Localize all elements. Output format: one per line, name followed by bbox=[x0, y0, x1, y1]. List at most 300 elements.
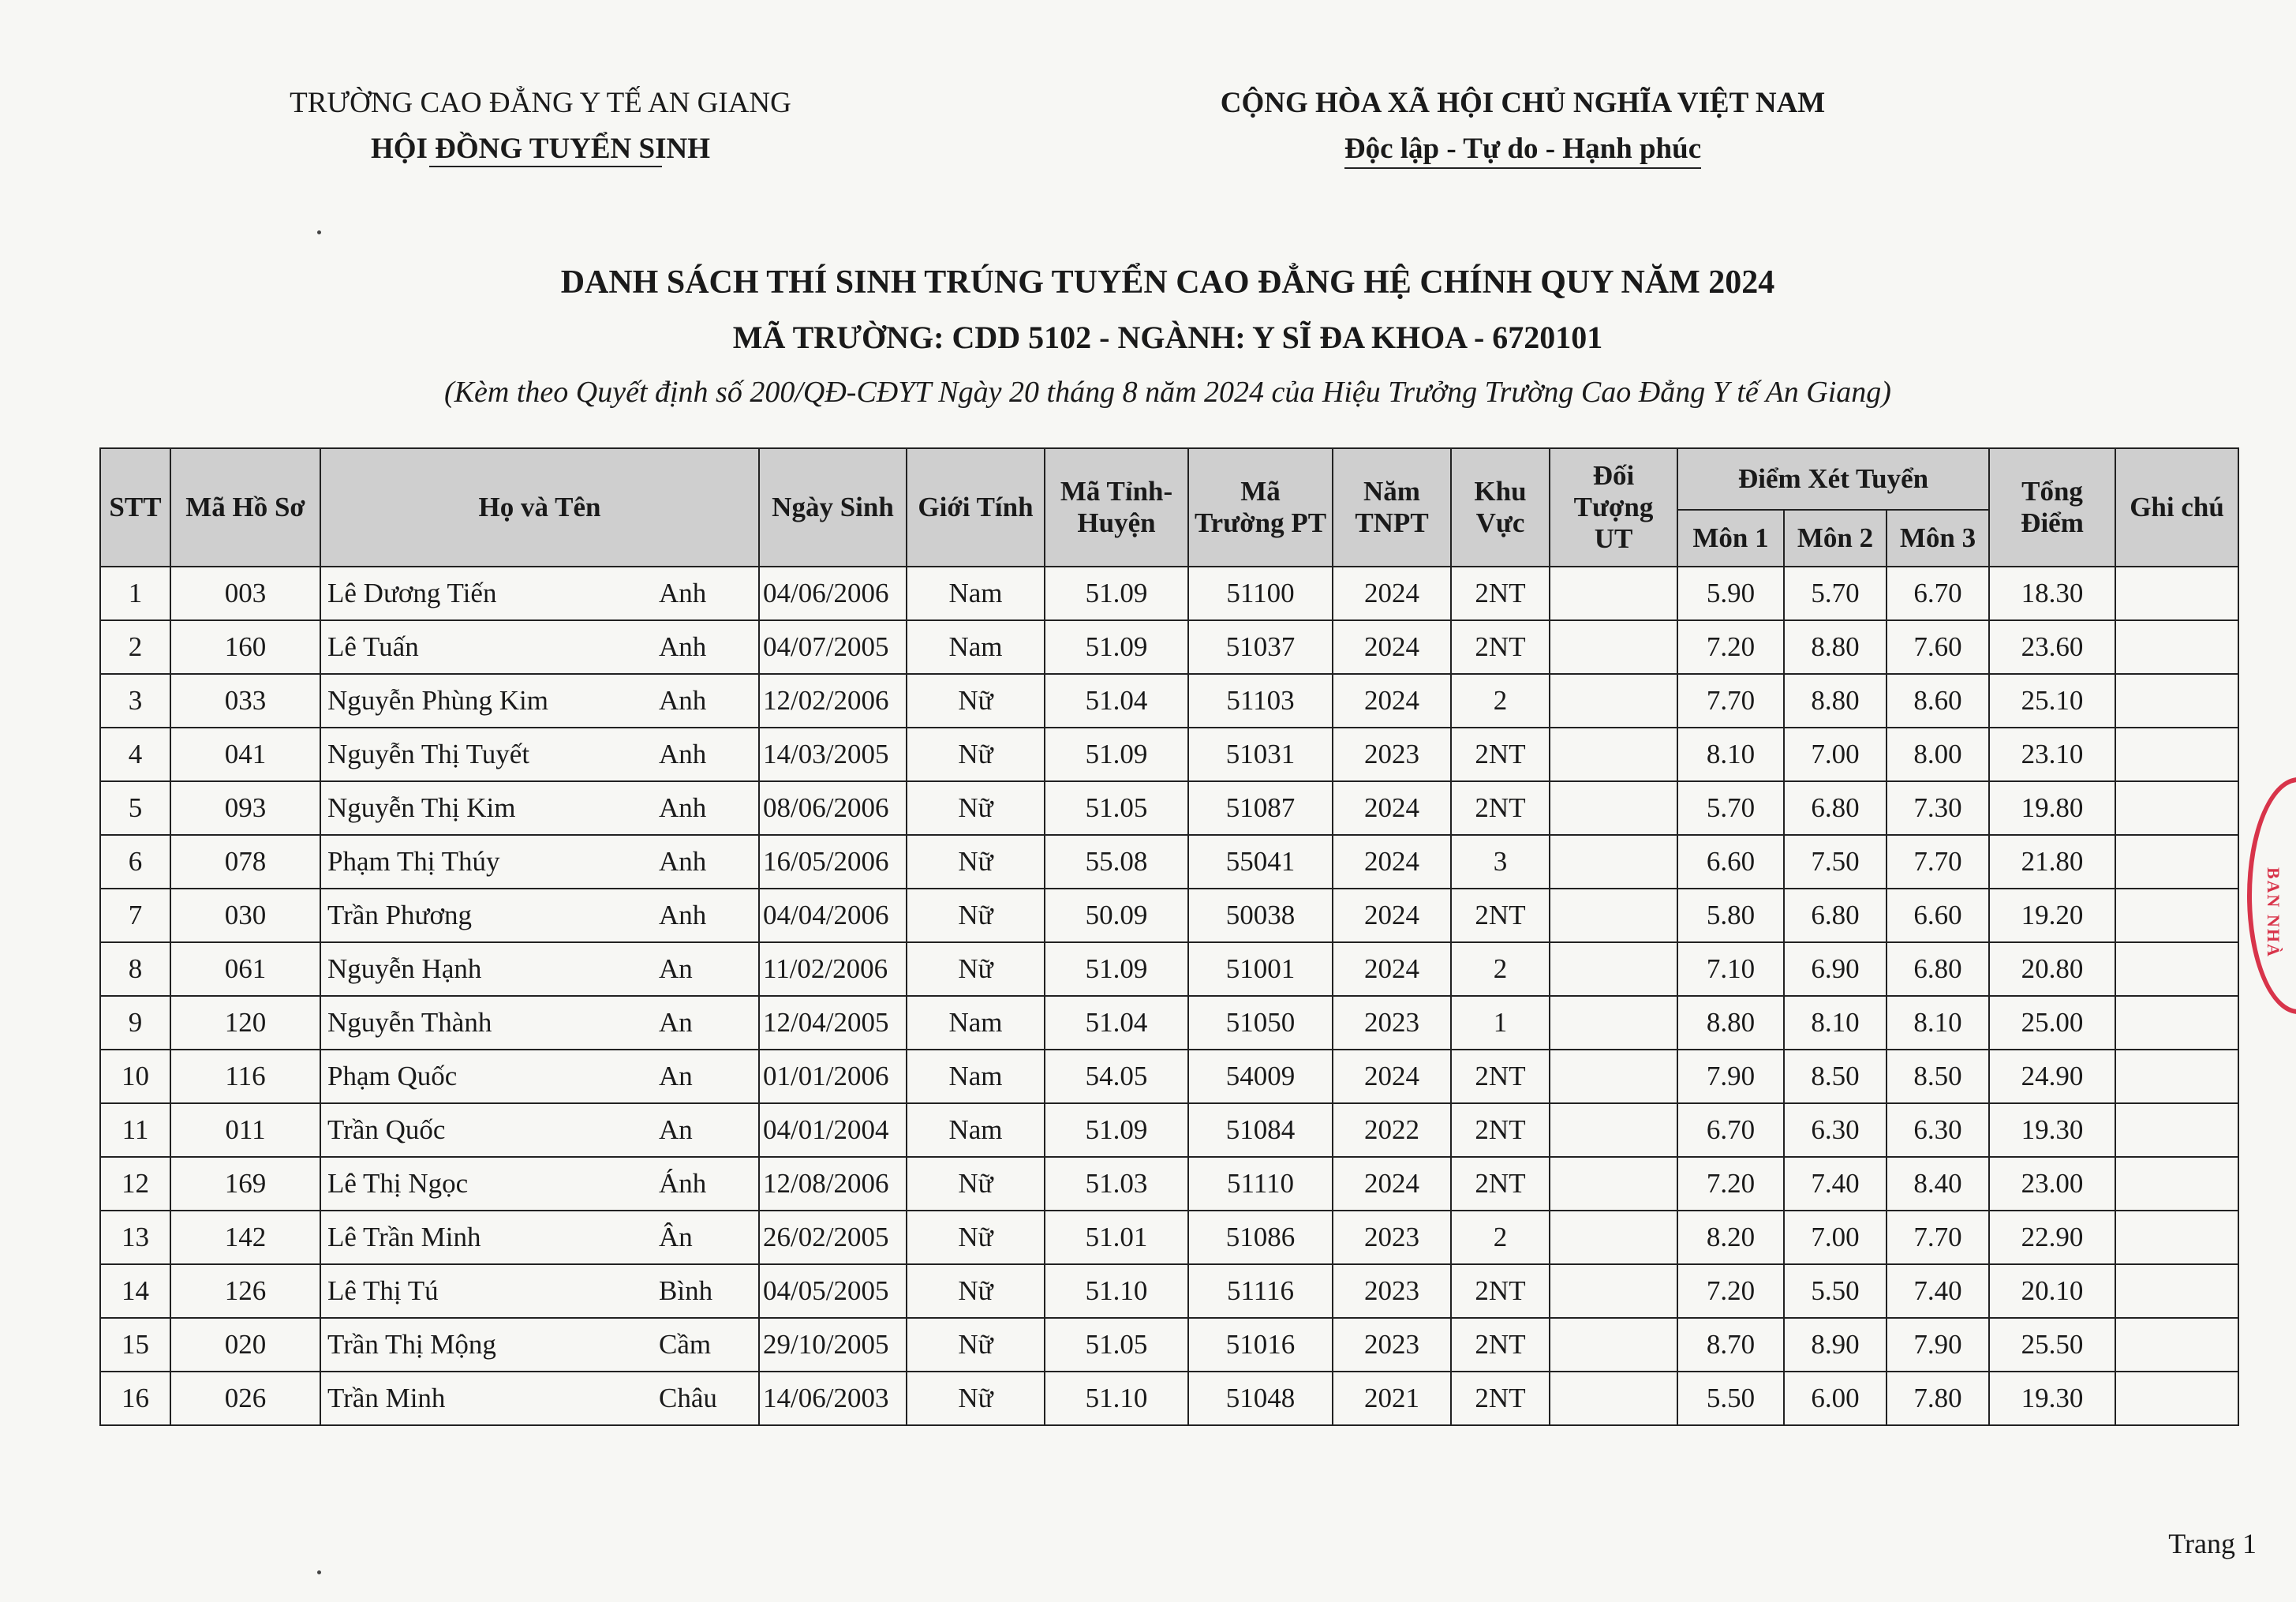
cell-tong-diem: 23.60 bbox=[1989, 620, 2115, 674]
cell-stt: 15 bbox=[100, 1318, 170, 1372]
cell-gioi-tinh: Nữ bbox=[907, 1264, 1045, 1318]
cell-ma-truong-pt: 51116 bbox=[1188, 1264, 1333, 1318]
header-mon-3: Môn 3 bbox=[1887, 510, 1989, 567]
header-ma-truong-pt: Mã Trường PT bbox=[1188, 448, 1333, 567]
cell-ho-dem: Nguyễn Thị Kim bbox=[327, 792, 516, 823]
cell-mon-3: 8.00 bbox=[1887, 728, 1989, 781]
cell-ma-tinh-huyen: 51.04 bbox=[1045, 996, 1188, 1050]
nation-motto: Độc lập - Tự do - Hạnh phúc bbox=[1344, 131, 1701, 169]
cell-ghi-chu bbox=[2115, 1157, 2238, 1211]
cell-ghi-chu bbox=[2115, 781, 2238, 835]
cell-ghi-chu bbox=[2115, 674, 2238, 728]
cell-nam-tnpt: 2021 bbox=[1333, 1372, 1451, 1425]
cell-ma-ho-so: 169 bbox=[170, 1157, 320, 1211]
cell-tong-diem: 19.80 bbox=[1989, 781, 2115, 835]
cell-mon-2: 6.30 bbox=[1784, 1103, 1887, 1157]
cell-ma-tinh-huyen: 51.09 bbox=[1045, 728, 1188, 781]
cell-gioi-tinh: Nam bbox=[907, 1103, 1045, 1157]
cell-mon-3: 6.60 bbox=[1887, 889, 1989, 942]
header-doi-tuong-ut: Đối Tượng UT bbox=[1550, 448, 1677, 567]
cell-stt: 14 bbox=[100, 1264, 170, 1318]
table-row bbox=[100, 1372, 2238, 1425]
cell-ma-truong-pt: 51086 bbox=[1188, 1211, 1333, 1264]
cell-ho-dem: Nguyễn Thành bbox=[327, 1007, 492, 1038]
cell-ho-va-ten bbox=[320, 1211, 759, 1264]
cell-ten: An bbox=[659, 1007, 693, 1038]
cell-ghi-chu bbox=[2115, 567, 2238, 620]
cell-doi-tuong-ut bbox=[1550, 889, 1677, 942]
cell-ngay-sinh: 04/05/2005 bbox=[759, 1264, 907, 1318]
cell-doi-tuong-ut bbox=[1550, 1103, 1677, 1157]
table-row bbox=[100, 620, 2238, 674]
cell-ho-va-ten bbox=[320, 1318, 759, 1372]
cell-mon-2: 7.50 bbox=[1784, 835, 1887, 889]
cell-ho-va-ten bbox=[320, 1157, 759, 1211]
cell-doi-tuong-ut bbox=[1550, 1050, 1677, 1103]
cell-ma-tinh-huyen: 51.03 bbox=[1045, 1157, 1188, 1211]
cell-khu-vuc: 2NT bbox=[1451, 620, 1550, 674]
cell-ho-dem: Lê Thị Tú bbox=[327, 1275, 439, 1306]
cell-ho-dem: Lê Tuấn bbox=[327, 631, 419, 662]
cell-ghi-chu bbox=[2115, 996, 2238, 1050]
cell-nam-tnpt: 2023 bbox=[1333, 996, 1451, 1050]
cell-stt: 7 bbox=[100, 889, 170, 942]
cell-ho-va-ten bbox=[320, 674, 759, 728]
cell-doi-tuong-ut bbox=[1550, 781, 1677, 835]
cell-doi-tuong-ut bbox=[1550, 567, 1677, 620]
cell-ma-truong-pt: 51103 bbox=[1188, 674, 1333, 728]
cell-ngay-sinh: 04/01/2004 bbox=[759, 1103, 907, 1157]
cell-ngay-sinh: 29/10/2005 bbox=[759, 1318, 907, 1372]
cell-mon-1: 8.20 bbox=[1677, 1211, 1784, 1264]
cell-stt: 6 bbox=[100, 835, 170, 889]
header-ho-va-ten: Họ và Tên bbox=[320, 448, 759, 567]
cell-ma-ho-so: 020 bbox=[170, 1318, 320, 1372]
red-seal-stamp bbox=[2247, 777, 2296, 1014]
org-header bbox=[237, 80, 844, 167]
header-diem-xet-tuyen: Điểm Xét Tuyển bbox=[1677, 448, 1989, 510]
title-main: DANH SÁCH THÍ SINH TRÚNG TUYỂN CAO ĐẲNG HỆ CHÍNH QUY NĂM 2024 bbox=[560, 264, 1775, 301]
cell-mon-1: 7.20 bbox=[1677, 1264, 1784, 1318]
council-underline bbox=[429, 166, 662, 167]
table-row bbox=[100, 1103, 2238, 1157]
cell-ma-ho-so: 078 bbox=[170, 835, 320, 889]
cell-gioi-tinh: Nam bbox=[907, 620, 1045, 674]
title-decision-note: (Kèm theo Quyết định số 200/QĐ-CĐYT Ngày 20 tháng 8 năm 2024 của Hiệu Trưởng Trường Cao Đẳng Y tế An Giang) bbox=[444, 376, 1891, 409]
cell-ten: Châu bbox=[659, 1383, 717, 1413]
cell-mon-2: 6.90 bbox=[1784, 942, 1887, 996]
cell-mon-3: 8.40 bbox=[1887, 1157, 1989, 1211]
cell-tong-diem: 25.50 bbox=[1989, 1318, 2115, 1372]
cell-ho-va-ten bbox=[320, 728, 759, 781]
cell-ghi-chu bbox=[2115, 889, 2238, 942]
cell-mon-2: 6.80 bbox=[1784, 889, 1887, 942]
cell-doi-tuong-ut bbox=[1550, 674, 1677, 728]
cell-khu-vuc: 2NT bbox=[1451, 1264, 1550, 1318]
cell-ho-dem: Trần Quốc bbox=[327, 1114, 446, 1145]
cell-tong-diem: 25.10 bbox=[1989, 674, 2115, 728]
header-nam-tnpt: Năm TNPT bbox=[1333, 448, 1451, 567]
cell-ho-va-ten bbox=[320, 567, 759, 620]
seal-text: BAN NHÀ bbox=[2264, 867, 2283, 958]
header-mon-1: Môn 1 bbox=[1677, 510, 1784, 567]
cell-ho-va-ten bbox=[320, 835, 759, 889]
table-row bbox=[100, 1318, 2238, 1372]
cell-nam-tnpt: 2023 bbox=[1333, 1211, 1451, 1264]
cell-mon-3: 7.70 bbox=[1887, 1211, 1989, 1264]
cell-tong-diem: 20.80 bbox=[1989, 942, 2115, 996]
cell-mon-3: 7.70 bbox=[1887, 835, 1989, 889]
cell-mon-1: 7.10 bbox=[1677, 942, 1784, 996]
cell-tong-diem: 24.90 bbox=[1989, 1050, 2115, 1103]
cell-ma-tinh-huyen: 51.09 bbox=[1045, 567, 1188, 620]
cell-stt: 10 bbox=[100, 1050, 170, 1103]
cell-ten: Anh bbox=[659, 631, 707, 662]
cell-ten: An bbox=[659, 953, 693, 984]
cell-ghi-chu bbox=[2115, 1372, 2238, 1425]
cell-doi-tuong-ut bbox=[1550, 1157, 1677, 1211]
cell-mon-3: 7.80 bbox=[1887, 1372, 1989, 1425]
page-number: Trang 1 bbox=[2168, 1528, 2257, 1559]
cell-ma-truong-pt: 50038 bbox=[1188, 889, 1333, 942]
cell-stt: 13 bbox=[100, 1211, 170, 1264]
cell-mon-1: 8.70 bbox=[1677, 1318, 1784, 1372]
cell-tong-diem: 19.30 bbox=[1989, 1103, 2115, 1157]
cell-gioi-tinh: Nữ bbox=[907, 889, 1045, 942]
cell-ghi-chu bbox=[2115, 620, 2238, 674]
cell-ma-ho-so: 120 bbox=[170, 996, 320, 1050]
council-name: HỘI ĐỒNG TUYỂN SINH bbox=[370, 133, 711, 165]
cell-ho-va-ten bbox=[320, 1103, 759, 1157]
cell-ho-dem: Trần Thị Mộng bbox=[327, 1329, 496, 1360]
table-row bbox=[100, 942, 2238, 996]
cell-ma-truong-pt: 51031 bbox=[1188, 728, 1333, 781]
nation-name: CỘNG HÒA XÃ HỘI CHỦ NGHĨA VIỆT NAM bbox=[1220, 87, 1826, 119]
cell-doi-tuong-ut bbox=[1550, 942, 1677, 996]
cell-ngay-sinh: 16/05/2006 bbox=[759, 835, 907, 889]
cell-ngay-sinh: 04/07/2005 bbox=[759, 620, 907, 674]
cell-ho-va-ten bbox=[320, 1264, 759, 1318]
cell-stt: 4 bbox=[100, 728, 170, 781]
header-mon-2: Môn 2 bbox=[1784, 510, 1887, 567]
cell-stt: 5 bbox=[100, 781, 170, 835]
table-row bbox=[100, 1264, 2238, 1318]
cell-ten: Ân bbox=[659, 1222, 693, 1252]
cell-khu-vuc: 2NT bbox=[1451, 1372, 1550, 1425]
cell-ghi-chu bbox=[2115, 1264, 2238, 1318]
cell-ho-dem: Trần Phương bbox=[327, 900, 473, 930]
cell-khu-vuc: 2NT bbox=[1451, 567, 1550, 620]
nation-header bbox=[1168, 80, 1878, 172]
cell-ma-truong-pt: 51084 bbox=[1188, 1103, 1333, 1157]
cell-ghi-chu bbox=[2115, 835, 2238, 889]
cell-ten: Cầm bbox=[659, 1329, 712, 1360]
cell-tong-diem: 20.10 bbox=[1989, 1264, 2115, 1318]
cell-ma-tinh-huyen: 51.09 bbox=[1045, 620, 1188, 674]
cell-khu-vuc: 2 bbox=[1451, 942, 1550, 996]
cell-ho-va-ten bbox=[320, 781, 759, 835]
cell-gioi-tinh: Nam bbox=[907, 1050, 1045, 1103]
cell-ma-tinh-huyen: 51.04 bbox=[1045, 674, 1188, 728]
cell-ma-ho-so: 030 bbox=[170, 889, 320, 942]
cell-ngay-sinh: 01/01/2006 bbox=[759, 1050, 907, 1103]
cell-mon-3: 6.30 bbox=[1887, 1103, 1989, 1157]
cell-ten: Ánh bbox=[659, 1168, 707, 1199]
cell-mon-2: 6.00 bbox=[1784, 1372, 1887, 1425]
scan-speck bbox=[317, 230, 321, 234]
cell-tong-diem: 19.30 bbox=[1989, 1372, 2115, 1425]
cell-ho-dem: Nguyễn Hạnh bbox=[327, 953, 482, 984]
cell-khu-vuc: 2NT bbox=[1451, 1318, 1550, 1372]
cell-nam-tnpt: 2024 bbox=[1333, 1157, 1451, 1211]
cell-ma-ho-so: 061 bbox=[170, 942, 320, 996]
cell-mon-3: 7.60 bbox=[1887, 620, 1989, 674]
scan-speck bbox=[317, 1570, 321, 1574]
cell-ten: Bình bbox=[659, 1275, 713, 1306]
cell-mon-1: 5.70 bbox=[1677, 781, 1784, 835]
header-ma-tinh-huyen: Mã Tỉnh-Huyện bbox=[1045, 448, 1188, 567]
cell-mon-3: 7.90 bbox=[1887, 1318, 1989, 1372]
cell-mon-1: 7.20 bbox=[1677, 1157, 1784, 1211]
cell-tong-diem: 25.00 bbox=[1989, 996, 2115, 1050]
cell-ho-va-ten bbox=[320, 996, 759, 1050]
cell-doi-tuong-ut bbox=[1550, 1318, 1677, 1372]
cell-ten: An bbox=[659, 1061, 693, 1091]
cell-mon-2: 8.80 bbox=[1784, 674, 1887, 728]
header-ma-ho-so: Mã Hồ Sơ bbox=[170, 448, 320, 567]
cell-ma-truong-pt: 54009 bbox=[1188, 1050, 1333, 1103]
table-row bbox=[100, 889, 2238, 942]
cell-ma-truong-pt: 51087 bbox=[1188, 781, 1333, 835]
cell-ho-dem: Phạm Quốc bbox=[327, 1061, 458, 1091]
cell-ho-va-ten bbox=[320, 1050, 759, 1103]
cell-ngay-sinh: 26/02/2005 bbox=[759, 1211, 907, 1264]
cell-ngay-sinh: 14/06/2003 bbox=[759, 1372, 907, 1425]
cell-stt: 16 bbox=[100, 1372, 170, 1425]
cell-ten: Anh bbox=[659, 846, 707, 877]
cell-gioi-tinh: Nữ bbox=[907, 674, 1045, 728]
cell-doi-tuong-ut bbox=[1550, 728, 1677, 781]
cell-doi-tuong-ut bbox=[1550, 1372, 1677, 1425]
cell-mon-1: 7.70 bbox=[1677, 674, 1784, 728]
cell-ma-ho-so: 011 bbox=[170, 1103, 320, 1157]
cell-nam-tnpt: 2023 bbox=[1333, 1264, 1451, 1318]
cell-ghi-chu bbox=[2115, 728, 2238, 781]
cell-mon-2: 8.90 bbox=[1784, 1318, 1887, 1372]
cell-ghi-chu bbox=[2115, 942, 2238, 996]
cell-mon-3: 7.30 bbox=[1887, 781, 1989, 835]
cell-doi-tuong-ut bbox=[1550, 1211, 1677, 1264]
cell-gioi-tinh: Nữ bbox=[907, 1157, 1045, 1211]
cell-mon-1: 5.90 bbox=[1677, 567, 1784, 620]
cell-ho-va-ten bbox=[320, 942, 759, 996]
cell-nam-tnpt: 2024 bbox=[1333, 889, 1451, 942]
cell-mon-3: 6.80 bbox=[1887, 942, 1989, 996]
header-ghi-chu: Ghi chú bbox=[2115, 448, 2238, 567]
cell-ghi-chu bbox=[2115, 1318, 2238, 1372]
cell-ho-dem: Phạm Thị Thúy bbox=[327, 846, 500, 877]
cell-tong-diem: 23.10 bbox=[1989, 728, 2115, 781]
header-tong-diem: Tổng Điểm bbox=[1989, 448, 2115, 567]
cell-nam-tnpt: 2023 bbox=[1333, 728, 1451, 781]
cell-gioi-tinh: Nữ bbox=[907, 781, 1045, 835]
cell-ngay-sinh: 04/04/2006 bbox=[759, 889, 907, 942]
cell-khu-vuc: 2NT bbox=[1451, 889, 1550, 942]
table-body bbox=[100, 567, 2238, 1425]
cell-doi-tuong-ut bbox=[1550, 835, 1677, 889]
cell-nam-tnpt: 2022 bbox=[1333, 1103, 1451, 1157]
cell-mon-3: 8.60 bbox=[1887, 674, 1989, 728]
cell-ma-truong-pt: 51037 bbox=[1188, 620, 1333, 674]
cell-khu-vuc: 2NT bbox=[1451, 728, 1550, 781]
cell-ngay-sinh: 11/02/2006 bbox=[759, 942, 907, 996]
cell-ho-dem: Lê Thị Ngọc bbox=[327, 1168, 469, 1199]
cell-ma-tinh-huyen: 51.09 bbox=[1045, 1103, 1188, 1157]
cell-ma-truong-pt: 51050 bbox=[1188, 996, 1333, 1050]
cell-stt: 8 bbox=[100, 942, 170, 996]
cell-stt: 2 bbox=[100, 620, 170, 674]
admission-table bbox=[99, 447, 2239, 1426]
cell-ho-va-ten bbox=[320, 620, 759, 674]
cell-ma-truong-pt: 51001 bbox=[1188, 942, 1333, 996]
cell-mon-3: 8.10 bbox=[1887, 996, 1989, 1050]
cell-nam-tnpt: 2024 bbox=[1333, 620, 1451, 674]
cell-ngay-sinh: 14/03/2005 bbox=[759, 728, 907, 781]
cell-nam-tnpt: 2024 bbox=[1333, 781, 1451, 835]
cell-ma-ho-so: 033 bbox=[170, 674, 320, 728]
cell-khu-vuc: 2NT bbox=[1451, 1050, 1550, 1103]
cell-ngay-sinh: 12/02/2006 bbox=[759, 674, 907, 728]
table-row bbox=[100, 1050, 2238, 1103]
cell-ten: An bbox=[659, 1114, 693, 1145]
cell-ho-dem: Lê Trần Minh bbox=[327, 1222, 481, 1252]
cell-ten: Anh bbox=[659, 900, 707, 930]
cell-ngay-sinh: 04/06/2006 bbox=[759, 567, 907, 620]
cell-gioi-tinh: Nam bbox=[907, 996, 1045, 1050]
cell-ma-tinh-huyen: 51.10 bbox=[1045, 1264, 1188, 1318]
cell-mon-3: 7.40 bbox=[1887, 1264, 1989, 1318]
cell-ghi-chu bbox=[2115, 1211, 2238, 1264]
cell-gioi-tinh: Nữ bbox=[907, 1318, 1045, 1372]
cell-tong-diem: 23.00 bbox=[1989, 1157, 2115, 1211]
cell-khu-vuc: 3 bbox=[1451, 835, 1550, 889]
cell-ma-ho-so: 093 bbox=[170, 781, 320, 835]
table-row bbox=[100, 674, 2238, 728]
header-khu-vuc: Khu Vực bbox=[1451, 448, 1550, 567]
cell-ma-truong-pt: 51110 bbox=[1188, 1157, 1333, 1211]
cell-ho-dem: Nguyễn Phùng Kim bbox=[327, 685, 548, 716]
cell-mon-2: 6.80 bbox=[1784, 781, 1887, 835]
cell-nam-tnpt: 2024 bbox=[1333, 674, 1451, 728]
cell-ho-dem: Trần Minh bbox=[327, 1383, 446, 1413]
cell-ghi-chu bbox=[2115, 1050, 2238, 1103]
cell-ma-tinh-huyen: 51.05 bbox=[1045, 1318, 1188, 1372]
cell-gioi-tinh: Nữ bbox=[907, 1372, 1045, 1425]
table-row bbox=[100, 728, 2238, 781]
cell-ma-truong-pt: 55041 bbox=[1188, 835, 1333, 889]
cell-ma-truong-pt: 51048 bbox=[1188, 1372, 1333, 1425]
cell-mon-1: 7.90 bbox=[1677, 1050, 1784, 1103]
cell-ma-ho-so: 116 bbox=[170, 1050, 320, 1103]
cell-ma-tinh-huyen: 50.09 bbox=[1045, 889, 1188, 942]
cell-ho-va-ten bbox=[320, 1372, 759, 1425]
cell-doi-tuong-ut bbox=[1550, 620, 1677, 674]
cell-ma-ho-so: 126 bbox=[170, 1264, 320, 1318]
cell-nam-tnpt: 2024 bbox=[1333, 942, 1451, 996]
cell-tong-diem: 18.30 bbox=[1989, 567, 2115, 620]
cell-ma-truong-pt: 51016 bbox=[1188, 1318, 1333, 1372]
cell-khu-vuc: 2 bbox=[1451, 1211, 1550, 1264]
cell-mon-2: 8.50 bbox=[1784, 1050, 1887, 1103]
cell-mon-2: 8.10 bbox=[1784, 996, 1887, 1050]
cell-ten: Anh bbox=[659, 578, 707, 608]
cell-stt: 3 bbox=[100, 674, 170, 728]
cell-mon-2: 7.40 bbox=[1784, 1157, 1887, 1211]
cell-ho-dem: Nguyễn Thị Tuyết bbox=[327, 739, 530, 769]
cell-ma-tinh-huyen: 51.01 bbox=[1045, 1211, 1188, 1264]
table-row bbox=[100, 835, 2238, 889]
table-row bbox=[100, 1157, 2238, 1211]
cell-ma-ho-so: 160 bbox=[170, 620, 320, 674]
cell-gioi-tinh: Nữ bbox=[907, 835, 1045, 889]
cell-ho-va-ten bbox=[320, 889, 759, 942]
cell-mon-1: 6.70 bbox=[1677, 1103, 1784, 1157]
cell-doi-tuong-ut bbox=[1550, 1264, 1677, 1318]
cell-nam-tnpt: 2024 bbox=[1333, 1050, 1451, 1103]
cell-mon-2: 5.70 bbox=[1784, 567, 1887, 620]
cell-mon-2: 8.80 bbox=[1784, 620, 1887, 674]
cell-ma-tinh-huyen: 51.05 bbox=[1045, 781, 1188, 835]
cell-mon-1: 8.10 bbox=[1677, 728, 1784, 781]
cell-mon-1: 5.50 bbox=[1677, 1372, 1784, 1425]
cell-mon-2: 7.00 bbox=[1784, 1211, 1887, 1264]
document-title bbox=[331, 254, 2004, 420]
header-stt: STT bbox=[100, 448, 170, 567]
header-ngay-sinh: Ngày Sinh bbox=[759, 448, 907, 567]
table-row bbox=[100, 1211, 2238, 1264]
cell-ten: Anh bbox=[659, 792, 707, 823]
cell-gioi-tinh: Nữ bbox=[907, 728, 1045, 781]
cell-mon-1: 7.20 bbox=[1677, 620, 1784, 674]
title-school-code: MÃ TRƯỜNG: CDD 5102 - NGÀNH: Y SĨ ĐA KHOA - 6720101 bbox=[732, 320, 1603, 355]
table-row bbox=[100, 781, 2238, 835]
cell-ghi-chu bbox=[2115, 1103, 2238, 1157]
cell-khu-vuc: 2NT bbox=[1451, 1103, 1550, 1157]
cell-ma-tinh-huyen: 55.08 bbox=[1045, 835, 1188, 889]
cell-khu-vuc: 1 bbox=[1451, 996, 1550, 1050]
cell-doi-tuong-ut bbox=[1550, 996, 1677, 1050]
cell-khu-vuc: 2NT bbox=[1451, 781, 1550, 835]
cell-mon-3: 6.70 bbox=[1887, 567, 1989, 620]
cell-tong-diem: 21.80 bbox=[1989, 835, 2115, 889]
cell-tong-diem: 22.90 bbox=[1989, 1211, 2115, 1264]
cell-mon-2: 7.00 bbox=[1784, 728, 1887, 781]
cell-mon-1: 6.60 bbox=[1677, 835, 1784, 889]
cell-nam-tnpt: 2024 bbox=[1333, 835, 1451, 889]
cell-khu-vuc: 2NT bbox=[1451, 1157, 1550, 1211]
cell-ma-tinh-huyen: 51.09 bbox=[1045, 942, 1188, 996]
cell-stt: 11 bbox=[100, 1103, 170, 1157]
cell-nam-tnpt: 2023 bbox=[1333, 1318, 1451, 1372]
cell-tong-diem: 19.20 bbox=[1989, 889, 2115, 942]
cell-ho-dem: Lê Dương Tiến bbox=[327, 578, 497, 608]
org-name: TRƯỜNG CAO ĐẲNG Y TẾ AN GIANG bbox=[290, 87, 791, 119]
cell-ma-ho-so: 041 bbox=[170, 728, 320, 781]
cell-stt: 9 bbox=[100, 996, 170, 1050]
cell-ma-ho-so: 142 bbox=[170, 1211, 320, 1264]
cell-ma-tinh-huyen: 51.10 bbox=[1045, 1372, 1188, 1425]
cell-nam-tnpt: 2024 bbox=[1333, 567, 1451, 620]
